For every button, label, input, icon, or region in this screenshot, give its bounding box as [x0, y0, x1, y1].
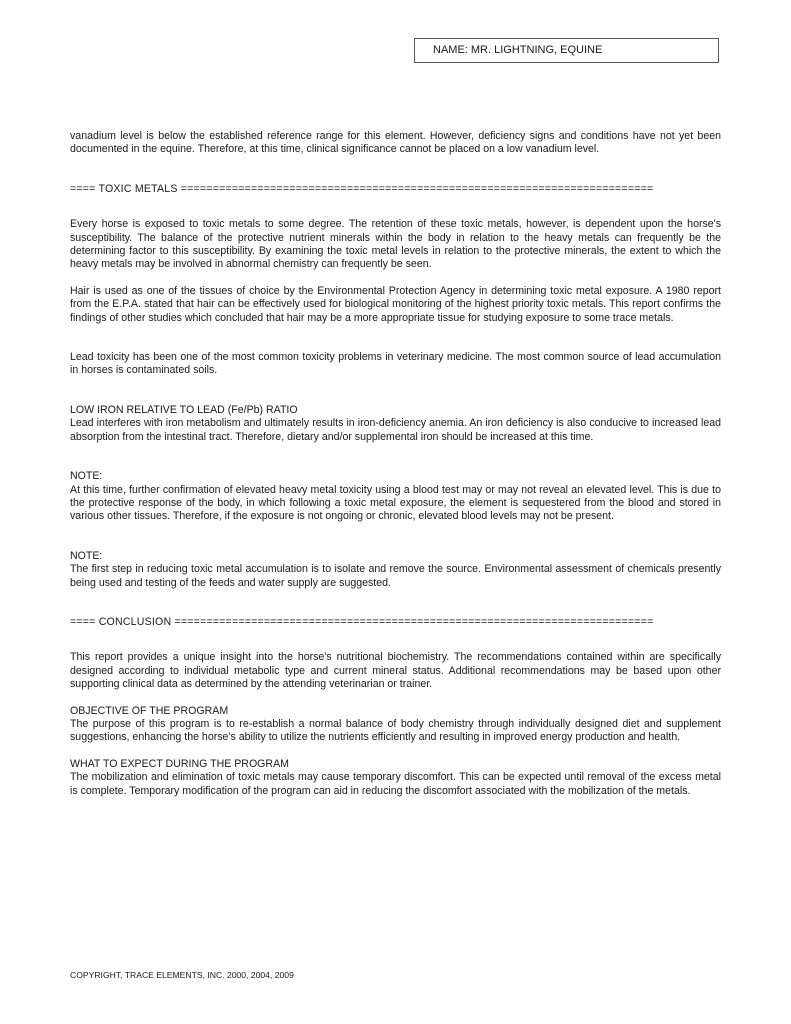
what-to-expect-paragraph: The mobilization and elimination of toxic metals may cause temporary discomfort. This can be expected until removal of the excess metal is complete. Temporary modification of the program can aid in reducing the discomfort associated with the mobilization of the metals. [70, 771, 721, 797]
note-2-paragraph: The first step in reducing toxic metal accumulation is to isolate and remove the source. Environmental assessment of chemicals presently being used and testing of the feeds and water supply are suggested. [70, 563, 721, 589]
patient-name-label: NAME: MR. LIGHTNING, EQUINE [433, 44, 603, 56]
report-body [70, 130, 721, 798]
toxic-metals-paragraph-1: Every horse is exposed to toxic metals to some degree. The retention of these toxic metals, however, is dependent upon the horse's susceptibility. The balance of the protective nutrient minerals within the body in relation to the heavy metals can frequently be the determining factor to this susceptibility. By examining the toxic metal levels in relation to the protective minerals, the extent to which the heavy metals may be involved in abnormal chemistry can frequently be seen. [70, 218, 721, 271]
what-to-expect-heading: WHAT TO EXPECT DURING THE PROGRAM [70, 757, 289, 770]
vanadium-paragraph: vanadium level is below the established reference range for this element. However, deficiency signs and conditions have not yet been documented in the equine. Therefore, at this time, clinical significance cannot be placed on a low vanadium level. [70, 130, 721, 156]
objective-paragraph: The purpose of this program is to re-establish a normal balance of body chemistry through individually designed diet and supplement suggestions, enhancing the horse's ability to utilize the nutrients efficiently and resulting in improved energy production and health. [70, 717, 721, 744]
iron-lead-ratio-heading: LOW IRON RELATIVE TO LEAD (Fe/Pb) RATIO [70, 403, 298, 416]
objective-heading: OBJECTIVE OF THE PROGRAM [70, 704, 229, 717]
conclusion-paragraph: This report provides a unique insight into the horse's nutritional biochemistry. The recommendations contained within are specifically designed according to individual metabolic type and current mineral status. Additional recommendations may be based upon other supporting clinical data as determined by the attending veterinarian or trainer. [70, 651, 721, 691]
lead-toxicity-paragraph: Lead toxicity has been one of the most common toxicity problems in veterinary medicine. The most common source of lead accumulation in horses is contaminated soils. [70, 351, 721, 377]
note-1-heading: NOTE: [70, 470, 103, 483]
conclusion-section-divider: ==== CONCLUSION =========================================================================== [70, 615, 654, 628]
copyright-footer: COPYRIGHT, TRACE ELEMENTS, INC. 2000, 2004, 2009 [70, 970, 294, 980]
note-1-paragraph: At this time, further confirmation of elevated heavy metal toxicity using a blood test may or may not reveal an elevated level. This is due to the protective response of the body, in which following a toxic metal exposure, the element is sequestered from the blood and stored in various other tissues. Therefore, if the exposure is not ongoing or chronic, elevated blood levels may not be present. [70, 483, 721, 523]
toxic-metals-section-divider: ==== TOXIC METALS ========================================================================== [70, 182, 654, 195]
toxic-metals-paragraph-2: Hair is used as one of the tissues of choice by the Environmental Protection Agency in determining toxic metal exposure. A 1980 report from the E.P.A. stated that hair can be effectively used for biological monitoring of the highest priority toxic metals. This report confirms the findings of other studies which concluded that hair may be a more appropriate tissue for studying exposure to some trace metals. [70, 284, 721, 324]
iron-lead-ratio-paragraph: Lead interferes with iron metabolism and ultimately results in iron-deficiency anemia. An iron deficiency is also conducive to increased lead absorption from the intestinal tract. Therefore, dietary and/or supplemental iron should be increased at this time. [70, 417, 721, 443]
note-2-heading: NOTE: [70, 549, 103, 562]
patient-name-box [414, 38, 719, 63]
